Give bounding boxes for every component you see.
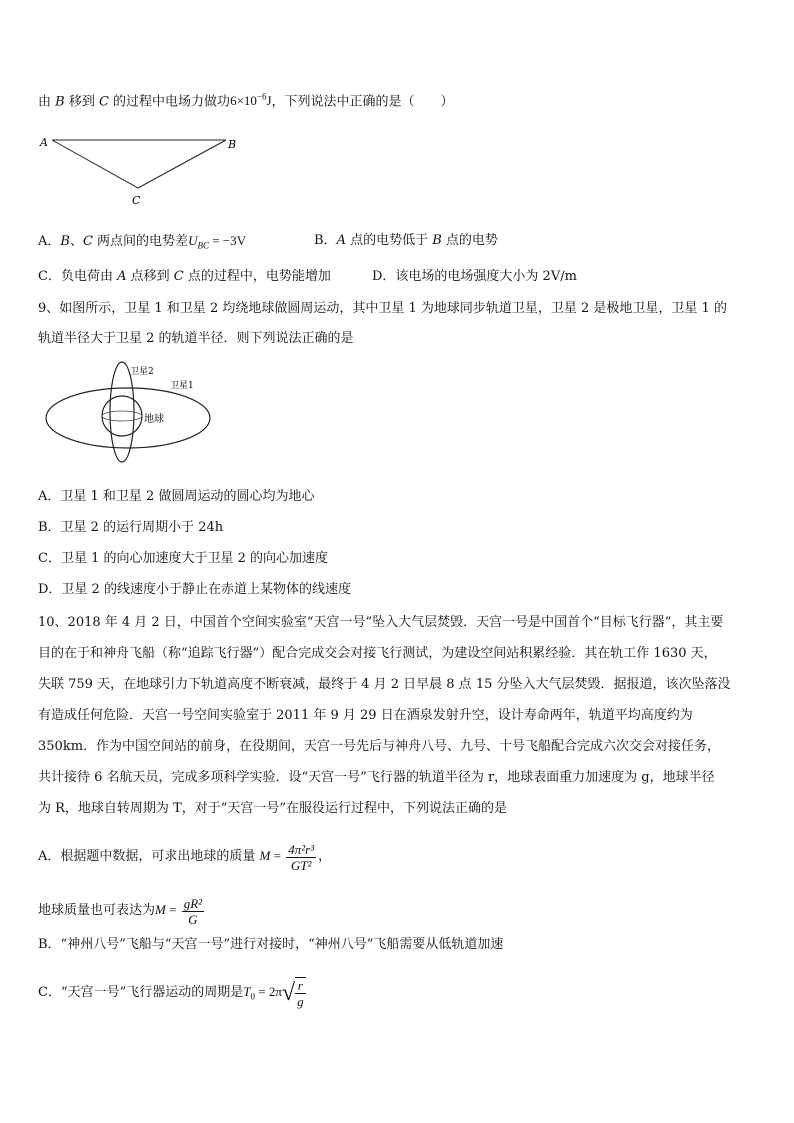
triangle-edges <box>52 140 226 188</box>
q9-option-a: A．卫星 1 和卫星 2 做圆周运动的圆心均为地心 <box>38 489 315 504</box>
q8-option-d: D．该电场的电场强度大小为 2V/m <box>372 269 577 284</box>
q9-stem-line1: 9、如图所示，卫星 1 和卫星 2 均绕地球做圆周运动，其中卫星 1 为地球同步轨道卫星，卫星 2 是极地卫星，卫星 1 的 <box>38 301 727 316</box>
q9-option-c: C．卫星 1 的向心加速度大于卫星 2 的向心加速度 <box>38 551 329 566</box>
q9-orbit-diagram <box>44 360 224 468</box>
earth-equator <box>102 411 142 421</box>
label-b: B <box>228 138 237 151</box>
label-sat2: 卫星2 <box>130 367 154 377</box>
q10-line-7: 为 R，地球自转周期为 T，对于“天宫一号”在服役运行过程中，下列说法正确的是 <box>38 801 508 816</box>
q10-option-c: C．“天宫一号”飞行器运动的周期是$T_0 = 2\pi√$ $\frac{r}{g}$ <box>38 978 304 1010</box>
sqrt-sign: √ <box>281 980 296 1007</box>
q9-stem-line2: 轨道半径大于卫星 2 的轨道半径．则下列说法正确的是 <box>38 331 354 346</box>
q8-triangle-diagram <box>36 132 246 212</box>
q8-stem: 由 B 移到 C 的过程中电场力做功$6\times 10^{-6}J$，下列说法中正确的是（ ） <box>38 92 454 110</box>
label-a: A <box>40 136 48 149</box>
orbit-satellite2 <box>110 362 134 462</box>
q10-option-a-line2: 地球质量也可表达为M = $\frac{\text{gR²}}{G}$ <box>38 895 203 927</box>
q8-option-b: B．A 点的电势低于 B 点的电势 <box>314 233 498 248</box>
q10-line-6: 共计接待 6 名航天员，完成多项科学实验．设“天宫一号”飞行器的轨道半径为 r，地球表面重力加速度为 g，地球半径 <box>38 770 715 785</box>
q10-option-a: A．根据题中数据，可求出地球的质量 M = $\frac{\text{4π²r³}}{\text{GT²}}$ ， <box>38 841 332 873</box>
q10-line-3: 失联 759 天，在地球引力下轨道高度不断衰减，最终于 4 月 2 日早晨 8 点 15 分坠入大气层焚毁．据报道，该次坠落没 <box>38 677 731 692</box>
q10-line-4: 有造成任何危险．天宫一号空间实验室于 2011 年 9 月 29 日在酒泉发射升空，设计寿命两年，轨道平均高度约为 <box>38 708 693 723</box>
mass-formula-fraction: $\frac{\text{4π²r³}}{\text{GT²}}$ <box>288 841 315 873</box>
q8-work-value: $6\times 10^{-6}J$ <box>230 92 272 109</box>
q9-option-b: B．卫星 2 的运行周期小于 24h <box>38 520 224 535</box>
label-sat1: 卫星1 <box>170 381 194 391</box>
q10-option-b: B．“神州八号”飞船与“天宫一号”进行对接时，“神州八号”飞船需要从低轨道加速 <box>38 937 504 952</box>
q10-line-5: 350km．作为中国空间站的前身，在役期间，天宫一号先后与神舟八号、九号、十号飞船配合完成六次交会对接任务， <box>38 739 721 754</box>
q8-option-c: C．负电荷由 A 点移到 C 点的过程中，电势能增加 <box>38 269 331 284</box>
mass-formula2-fraction: $\frac{\text{gR²}}{G}$ <box>183 895 203 927</box>
earth-circle <box>102 396 142 436</box>
q9-option-d: D．卫星 2 的线速度小于静止在赤道上某物体的线速度 <box>38 582 351 597</box>
q8-option-a: A．B、C 两点间的电势差$U_{BC} = -3V$ <box>38 233 247 251</box>
q10-line-2: 目的在于和神舟飞船（称“追踪飞行器”）配合完成交会对接飞行测试，为建设空间站积累经验．其在轨工作 1630 天， <box>38 646 717 661</box>
period-formula-fraction: $\frac{r}{g}$ <box>297 978 304 1010</box>
label-c: C <box>132 194 141 207</box>
q10-line-1: 10、2018 年 4 月 2 日，中国首个空间实验室“天宫一号”坠入大气层焚毁．天宫一号是中国首个“目标飞行器”，其主要 <box>38 615 724 630</box>
label-earth: 地球 <box>144 414 164 425</box>
